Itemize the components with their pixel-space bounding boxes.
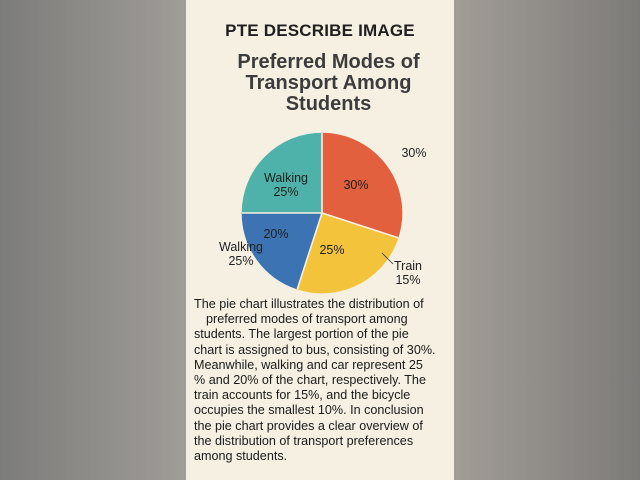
description-line: chart is assigned to bus, consisting of 30%. (194, 342, 436, 357)
slice-inner-category-label: Walking 25% (264, 171, 308, 199)
pie-chart (186, 0, 454, 300)
slice-outer-label: Walking 25% (219, 240, 263, 268)
blurred-background-right (454, 0, 640, 480)
description-line: % and 20% of the chart, respectively. The (194, 373, 426, 388)
slice-outer-label: Train 15% (393, 259, 423, 287)
description-line: Meanwhile, walking and car represent 25 (194, 357, 423, 372)
description-line: the pie chart provides a clear overview of (194, 418, 423, 433)
description-text (194, 297, 454, 464)
page-header: PTE DESCRIBE IMAGE (225, 21, 415, 40)
description-line: The pie chart illustrates the distribution of (194, 297, 424, 311)
description-line: among students. (194, 449, 288, 464)
slice-outer-label: 30% (401, 146, 427, 160)
chart-title: Preferred Modes of Transport Among Students (237, 51, 420, 115)
description-line: students. The largest portion of the pie (194, 327, 409, 342)
description-line: preferred modes of transport among (206, 312, 408, 327)
slice-value-label: 20% (263, 227, 289, 241)
content-card (186, 0, 454, 480)
slice-value-label: 25% (319, 243, 345, 257)
blurred-background-left (0, 0, 186, 480)
description-line: train accounts for 15%, and the bicycle (194, 388, 411, 403)
slice-value-label: 30% (343, 178, 369, 192)
description-line: occupies the smallest 10%. In conclusion (194, 403, 424, 418)
description-line: the distribution of transport preferences (194, 433, 414, 448)
